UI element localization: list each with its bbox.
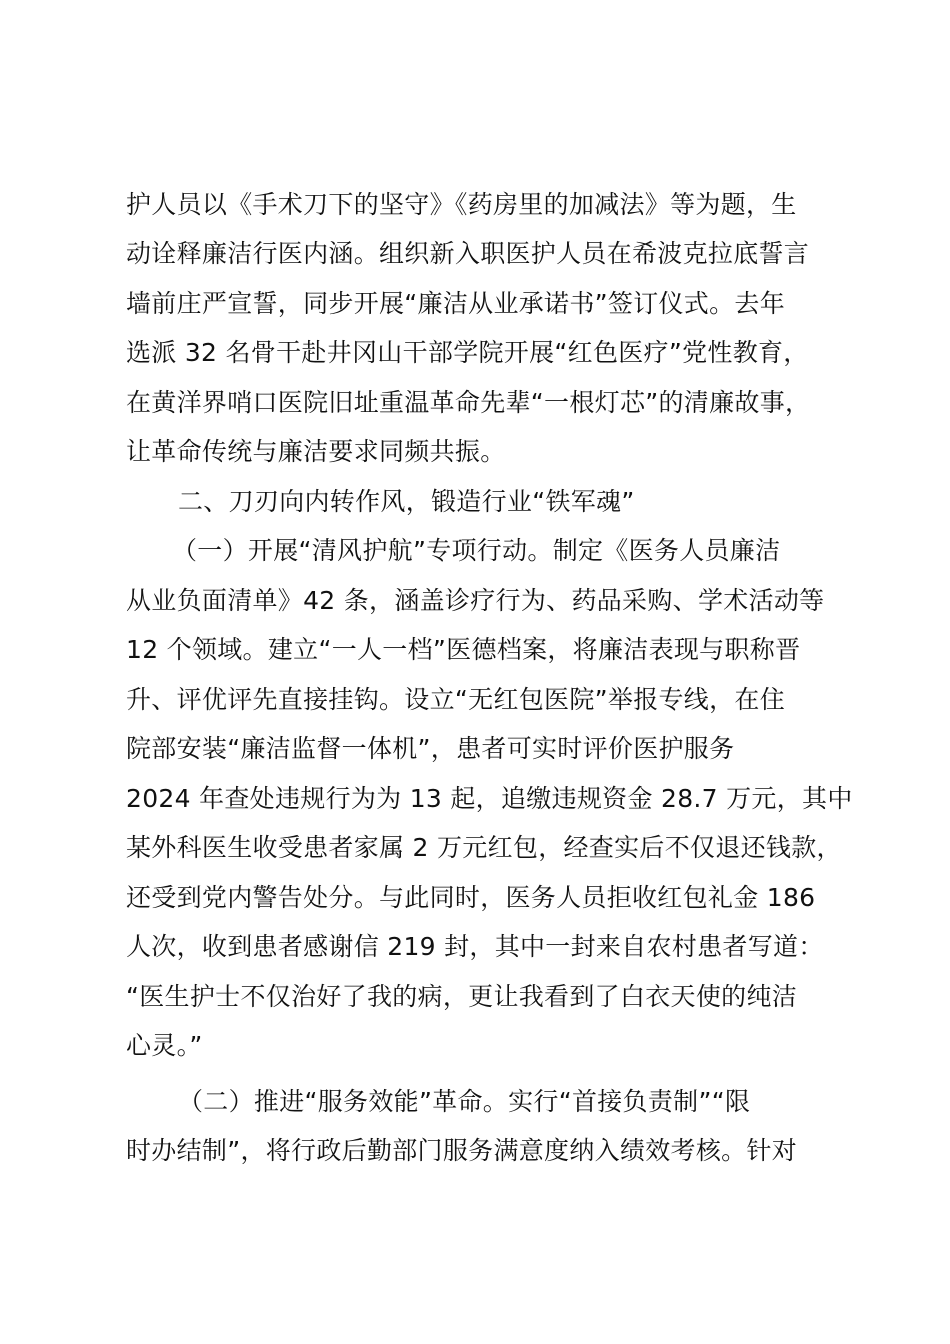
text-line-3: 墙前庄严宣誓，同步开展“廉洁从业承诺书”签订仪式。去年	[126, 289, 786, 318]
text-line-14: 某外科医生收受患者家属 2 万元红包，经查实后不仅退还钱款，	[126, 833, 842, 862]
text-line-6: 让革命传统与廉洁要求同频共振。	[126, 437, 506, 466]
text-line-2: 动诠释廉洁行医内涵。组织新入职医护人员在希波克拉底誓言	[126, 239, 810, 268]
text-line-19: （二）推进“服务效能”革命。实行“首接负责制”“限	[178, 1087, 751, 1116]
text-line-9: 从业负面清单》42 条，涵盖诊疗行为、药品采购、学术活动等	[126, 586, 825, 615]
text-line-5: 在黄洋界哨口医院旧址重温革命先辈“一根灯芯”的清廉故事，	[126, 388, 811, 417]
text-line-10: 12 个领域。建立“一人一档”医德档案，将廉洁表现与职称晋	[126, 635, 801, 664]
text-line-15: 还受到党内警告处分。与此同时，医务人员拒收红包礼金 186	[126, 883, 816, 912]
text-line-17: “医生护士不仅治好了我的病，更让我看到了白衣天使的纯洁	[126, 982, 798, 1011]
text-line-1: 护人员以《手术刀下的坚守》《药房里的加减法》等为题，生	[126, 190, 797, 219]
text-line-11: 升、评优评先直接挂钩。设立“无红包医院”举报专线，在住	[126, 685, 786, 714]
text-line-13: 2024 年查处违规行为为 13 起，追缴违规资金 28.7 万元，其中	[126, 784, 853, 813]
text-line-12: 院部安装“廉洁监督一体机”，患者可实时评价医护服务	[126, 734, 735, 763]
text-line-8: （一）开展“清风护航”专项行动。制定《医务人员廉洁	[172, 536, 781, 565]
text-line-4: 选派 32 名骨干赴井冈山干部学院开展“红色医疗”党性教育，	[126, 338, 809, 367]
text-line-18: 心灵。”	[126, 1031, 203, 1060]
text-line-16: 人次，收到患者感谢信 219 封，其中一封来自农村患者写道：	[126, 932, 824, 961]
section-heading: 二、刀刃向内转作风，锻造行业“铁军魂”	[178, 487, 635, 516]
text-line-20: 时办结制”，将行政后勤部门服务满意度纳入绩效考核。针对	[126, 1136, 798, 1165]
